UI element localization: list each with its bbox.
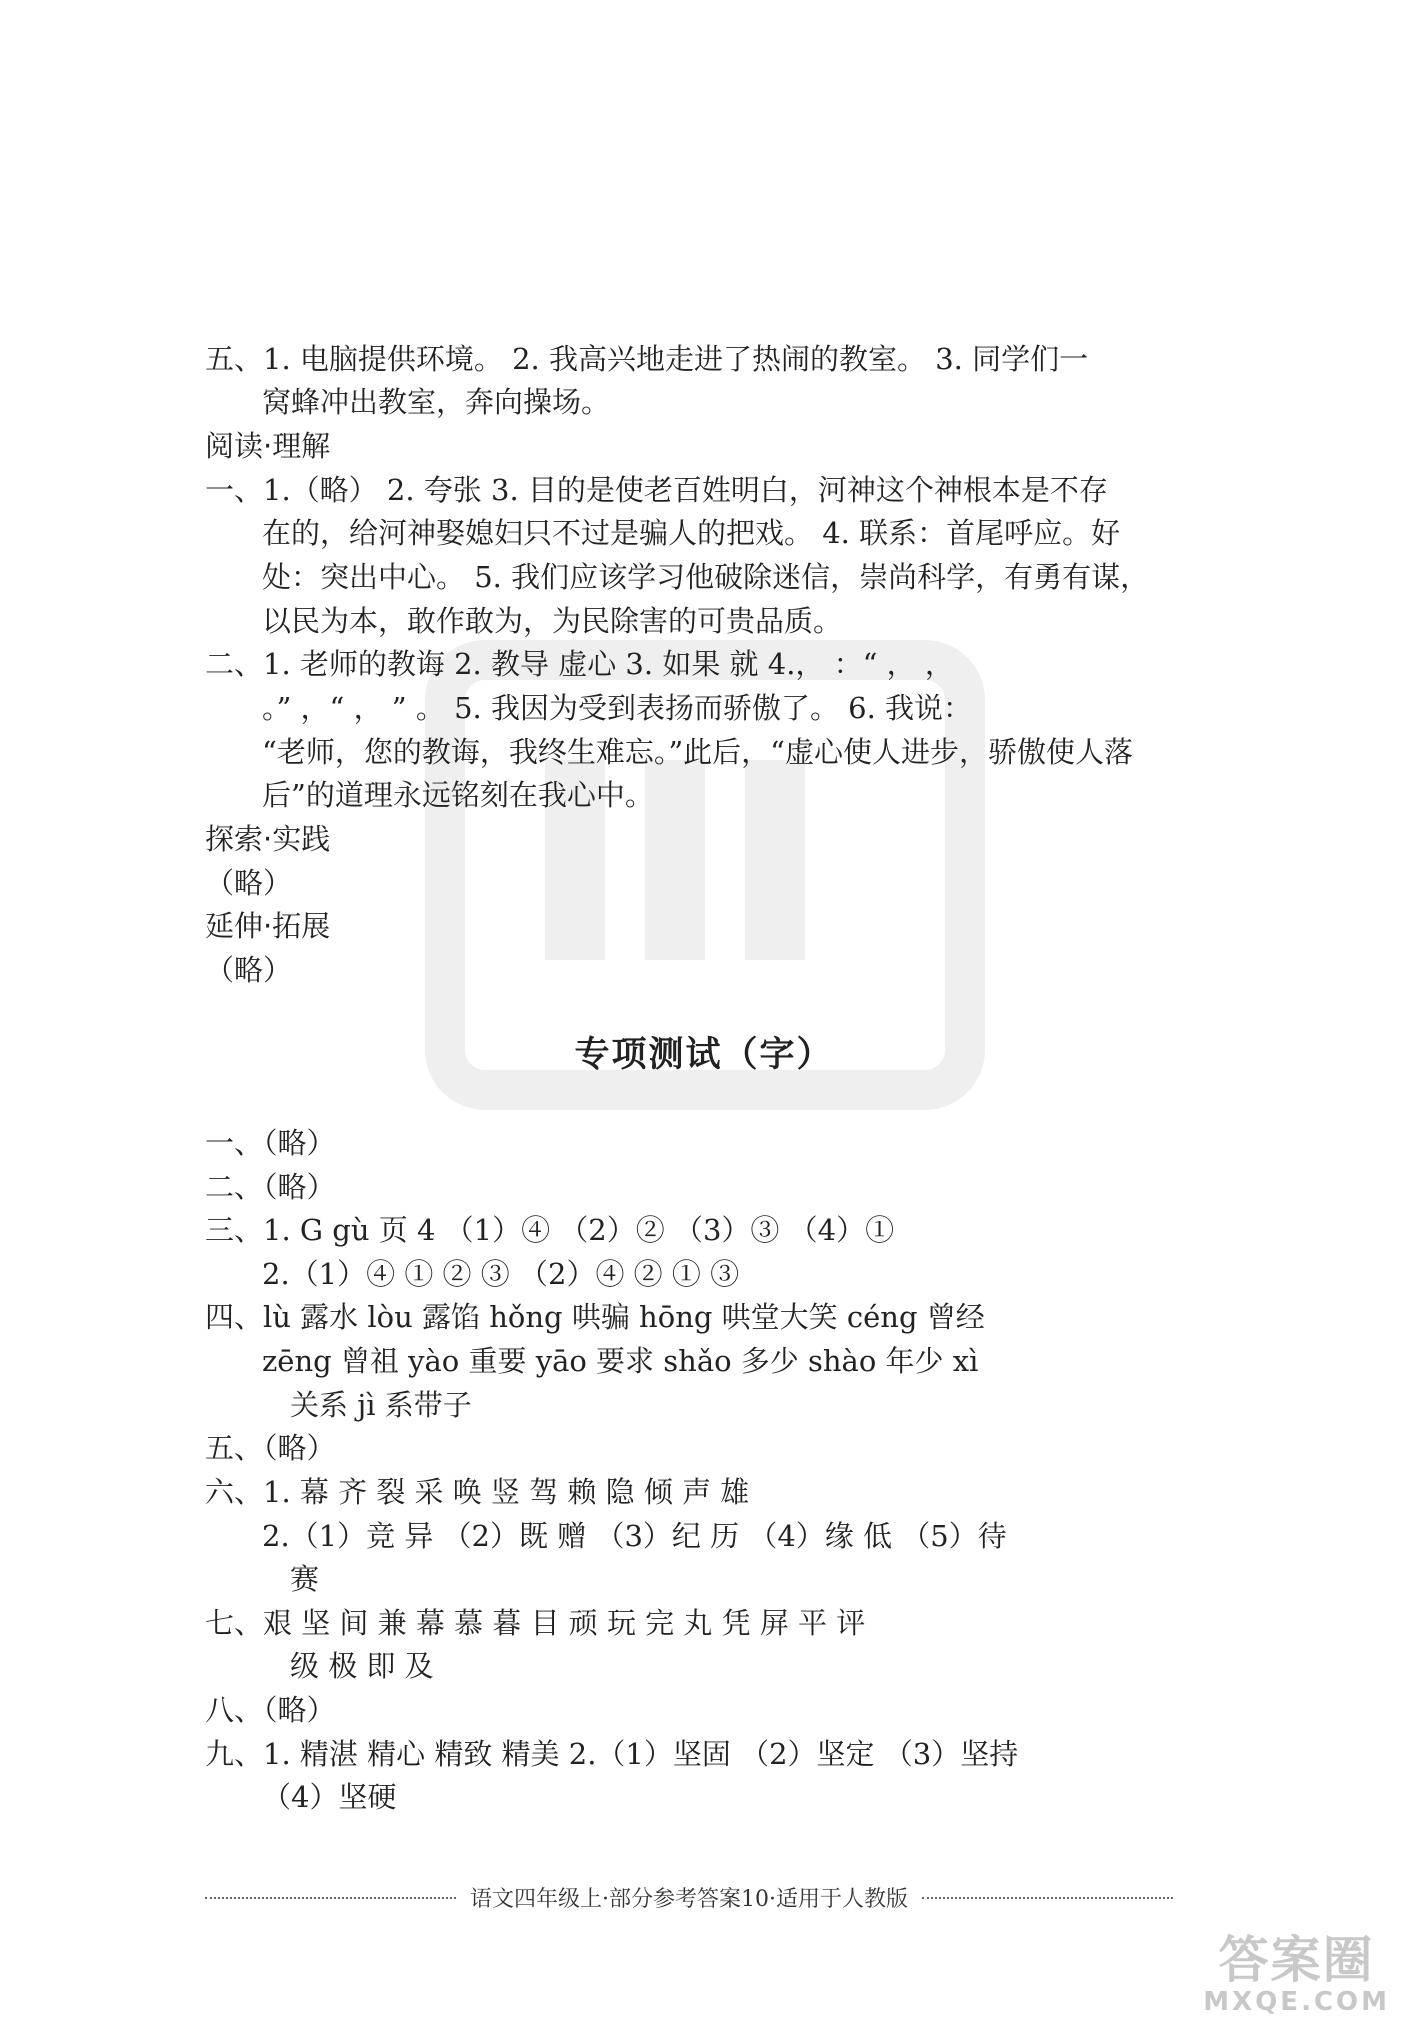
answer-line: （4）坚硬: [262, 1780, 397, 1814]
answer-line: 七、艰 坚 间 兼 幕 慕 暮 目 顽 玩 完 丸 凭 屏 平 评: [205, 1606, 866, 1640]
answer-line: 二、（略）: [205, 1170, 336, 1204]
section-label-reading: 阅读·理解: [205, 429, 331, 463]
answer-line: “老师，您的教诲，我终生难忘。”此后，“虚心使人进步，骄傲使人落: [262, 735, 1133, 769]
answer-line: 九、1. 精湛 精心 精致 精美 2.（1）坚固 （2）坚定 （3）坚持: [205, 1737, 1019, 1771]
answer-line: 2.（1）竞 异 （2）既 赠 （3）纪 历 （4）缘 低 （5）待: [262, 1519, 1007, 1553]
answer-line: 在的，给河神娶媳妇只不过是骗人的把戏。 4. 联系：首尾呼应。好: [262, 516, 1121, 550]
watermark-title: 答案圈: [1218, 1931, 1375, 1989]
answer-line: 2.（1）④ ① ② ③ （2）④ ② ① ③: [262, 1257, 740, 1291]
answer-line: 关系 jì 系带子: [290, 1388, 472, 1422]
answer-line: 六、1. 幕 齐 裂 采 唤 竖 驾 赖 隐 倾 声 雄: [205, 1475, 750, 1509]
answer-line: 三、1. G gù 页 4 （1）④ （2）② （3）③ （4）①: [205, 1213, 895, 1247]
watermark-logo: [1203, 1931, 1390, 2017]
footer-text: 语文四年级上·部分参考答案10·适用于人教版: [470, 1887, 908, 1912]
answer-line: 级 极 即 及: [290, 1649, 434, 1683]
section-label-extend: 延伸·拓展: [205, 909, 331, 943]
answer-line: 四、lù 露水 lòu 露馅 hǒng 哄骗 hōng 哄堂大笑 céng 曾经: [205, 1300, 985, 1334]
watermark-url: MXQE.COM: [1203, 1987, 1390, 2017]
answer-line: 一、1.（略） 2. 夸张 3. 目的是使老百姓明白，河神这个神根本是不存: [205, 473, 1108, 507]
answer-line: 赛: [290, 1562, 320, 1596]
footer-rule-right: [922, 1897, 1173, 1899]
answer-line: 以民为本，敢作敢为，为民除害的可贵品质。: [262, 604, 843, 638]
answer-line: 一、（略）: [205, 1126, 336, 1160]
answer-line: 五、1. 电脑提供环境。 2. 我高兴地走进了热闹的教室。 3. 同学们一: [205, 342, 1089, 376]
page-footer: [205, 1882, 1173, 1913]
answer-line: 二、1. 老师的教诲 2. 教导 虚心 3. 如果 就 4.， ：“ ， ，: [205, 647, 954, 681]
page-heading: 专项测试（字）: [574, 1035, 834, 1075]
answer-line: 后”的道理永远铭刻在我心中。: [262, 778, 654, 812]
answer-line: 。” ，“ ， ” 。 5. 我因为受到表扬而骄傲了。 6. 我说：: [262, 691, 973, 725]
answer-line: 八、（略）: [205, 1693, 336, 1727]
answer-line: 五、（略）: [205, 1431, 336, 1465]
section-label-explore: 探索·实践: [205, 822, 331, 856]
answer-line: （略）: [205, 866, 293, 900]
answer-line: （略）: [205, 953, 293, 987]
answer-line: 窝蜂冲出教室，奔向操场。: [262, 385, 611, 419]
footer-rule-left: [205, 1897, 456, 1899]
answer-line: 处：突出中心。 5. 我们应该学习他破除迷信，崇尚科学，有勇有谋，: [262, 560, 1150, 594]
answer-line: zēng 曾祖 yào 重要 yāo 要求 shǎo 多少 shào 年少 xì: [262, 1344, 979, 1378]
